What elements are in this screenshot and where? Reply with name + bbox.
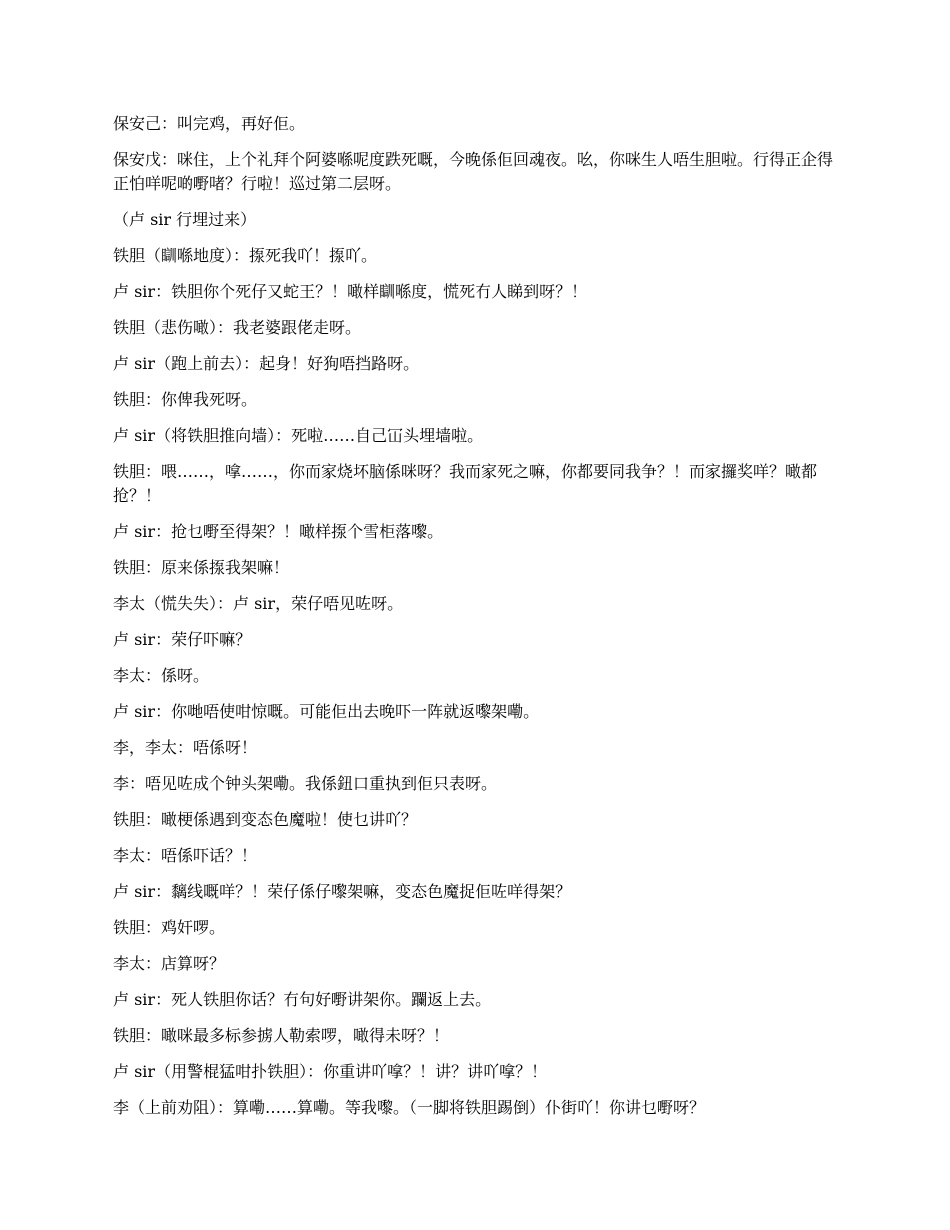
- dialogue-line: 铁胆：原来係揼我架嘛！: [113, 558, 290, 577]
- dialogue-line: 铁胆：喂……，嗱……，你而家烧坏脑係咪呀？我而家死之嘛，你都要同我争？！而家攞奖咩？噉都抢？！: [113, 462, 818, 505]
- dialogue-line: 李：唔见咗成个钟头架嘞。我係鈕口重执到佢只表呀。: [113, 774, 498, 793]
- dialogue-line: 李太：唔係吓话？！: [113, 846, 258, 865]
- dialogue-line: 铁胆：噉梗係遇到变态色魔啦！使乜讲吖？: [113, 810, 418, 829]
- dialogue-line: 李，李太：唔係呀！: [113, 738, 258, 757]
- dialogue-line: 卢 sir：黐线嘅咩？！荣仔係仔嚟架嘛，变态色魔捉佢咗咩得架？: [113, 882, 572, 901]
- dialogue-line: 铁胆（悲伤噉）：我老婆跟佬走呀。: [113, 318, 362, 337]
- script-page: [113, 112, 833, 1132]
- dialogue-line: 卢 sir：抢乜嘢至得架？！噉样揼个雪柜落嚟。: [113, 522, 444, 541]
- stage-direction: （卢 sir 行埋过来）: [113, 210, 257, 229]
- dialogue-line: 李（上前劝阻）：算嘞……算嘞。等我嚟。（一脚将铁胆踢倒）仆街吖！你讲乜嘢呀？: [113, 1098, 706, 1117]
- dialogue-line: 保安己：叫完鸡，再好佢。: [113, 114, 306, 133]
- dialogue-line: 李太（慌失失）：卢 sir，荣仔唔见咗呀。: [113, 594, 404, 613]
- dialogue-line: 卢 sir：荣仔吓嘛？: [113, 630, 252, 649]
- dialogue-line: 卢 sir：死人铁胆你话？冇句好嘢讲架你。躝返上去。: [113, 990, 492, 1009]
- dialogue-line: 李太：店算呀？: [113, 954, 226, 973]
- dialogue-line: 李太：係呀。: [113, 666, 210, 685]
- dialogue-line: 铁胆：噉咪最多标参掳人勒索啰，噉得未呀？！: [113, 1026, 450, 1045]
- dialogue-line: 卢 sir：铁胆你个死仔又蛇王？！噉样瞓喺度，慌死冇人睇到呀？！: [113, 282, 588, 301]
- dialogue-line: 铁胆：鸡奸啰。: [113, 918, 226, 937]
- dialogue-line: 卢 sir（将铁胆推向墙）：死啦……自己冚头埋墙啦。: [113, 426, 484, 445]
- dialogue-line: 卢 sir：你哋唔使咁惊嘅。可能佢出去晚吓一阵就返嚟架嘞。: [113, 702, 540, 721]
- dialogue-line: 铁胆（瞓喺地度）：揼死我吖！揼吖。: [113, 246, 378, 265]
- dialogue-line: 铁胆：你俾我死呀。: [113, 390, 258, 409]
- dialogue-line: 卢 sir（跑上前去）：起身！好狗唔挡路呀。: [113, 354, 420, 373]
- dialogue-line: 保安戊：咪住，上个礼拜个阿婆喺呢度跌死嘅，今晚係佢回魂夜。吆，你咪生人唔生胆啦。行得正企得正怕咩呢啲嘢啫？行啦！巡过第二层呀。: [113, 150, 834, 193]
- dialogue-line: 卢 sir（用警棍猛咁扑铁胆）：你重讲吖嗱？！讲？讲吖嗱？！: [113, 1062, 548, 1081]
